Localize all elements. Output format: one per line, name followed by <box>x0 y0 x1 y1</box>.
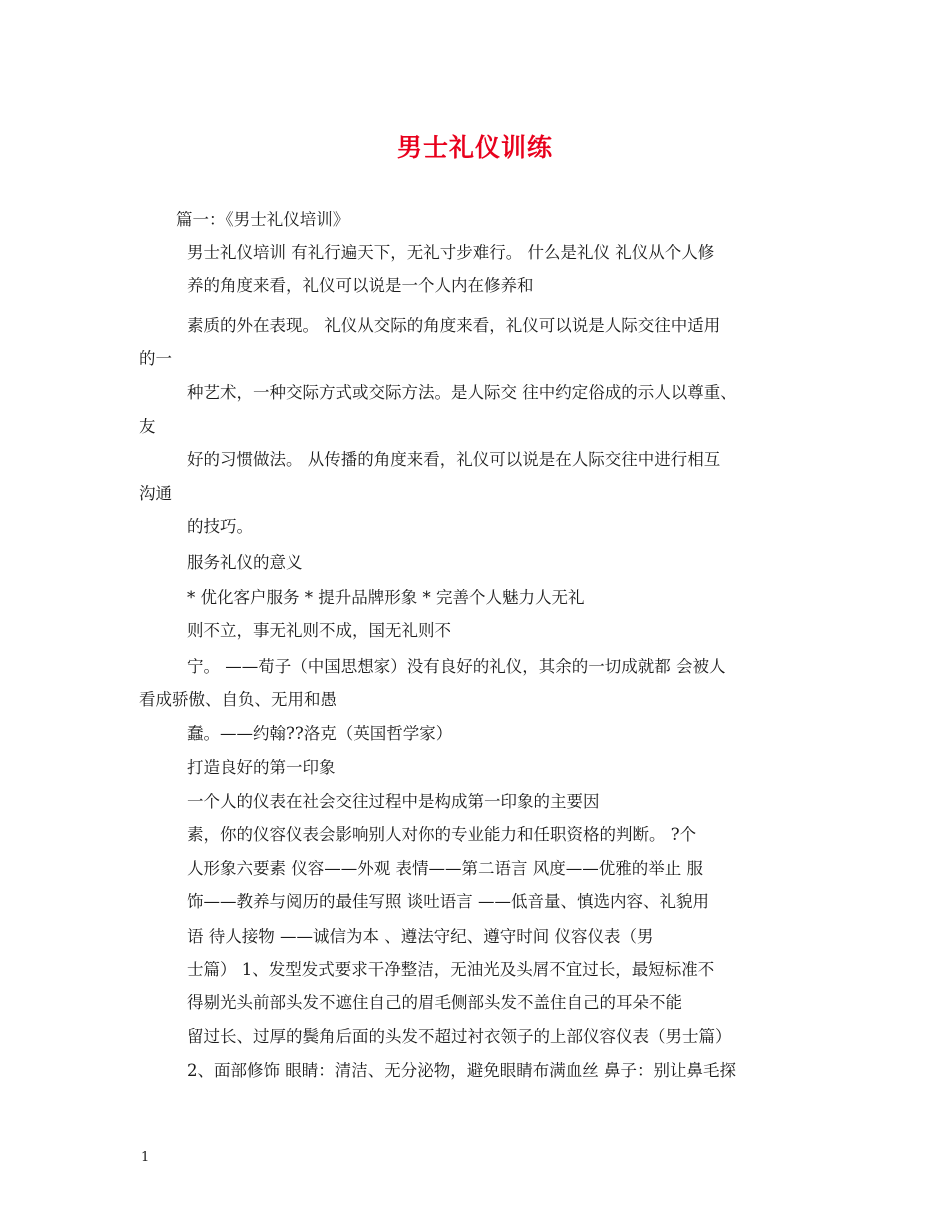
paragraph-line: 男士礼仪培训 有礼行遍天下，无礼寸步难行。 什么是礼仪 礼仪从个人修 <box>187 243 715 262</box>
document-title: 男士礼仪训练 <box>396 133 553 162</box>
paragraph-line: 素质的外在表现。 礼仪从交际的角度来看，礼仪可以说是人际交往中适用 <box>187 316 721 335</box>
paragraph-line: 打造良好的第一印象 <box>187 758 336 777</box>
paragraph-line: 的技巧。 <box>187 517 253 536</box>
paragraph-line: 留过长、过厚的鬓角后面的头发不超过衬衣领子的上部仪容仪表（男士篇） <box>187 1027 732 1046</box>
paragraph-line: 得剔光头前部头发不遮住自己的眉毛侧部头发不盖住自己的耳朵不能 <box>187 993 682 1012</box>
paragraph-line: 一个人的仪表在社会交往过程中是构成第一印象的主要因 <box>187 792 600 811</box>
paragraph-line: 士篇） 1、发型发式要求干净整洁，无油光及头屑不宜过长，最短标准不 <box>187 960 715 979</box>
paragraph-line: 语 待人接物 ——诚信为本 、遵法守纪、遵守时间 仪容仪表（男 <box>187 927 654 946</box>
paragraph-line: 的一 <box>139 349 172 368</box>
paragraph-line: 则不立，事无礼则不成，国无礼则不 <box>187 621 451 640</box>
paragraph-line: 服务礼仪的意义 <box>187 553 303 572</box>
paragraph-line: 素，你的仪容仪表会影响别人对你的专业能力和任职资格的判断。 ?个 <box>187 825 697 844</box>
paragraph-line: 饰——教养与阅历的最佳写照 谈吐语言 ——低音量、慎选内容、礼貌用 <box>187 892 709 911</box>
paragraph-line: 沟通 <box>139 484 172 503</box>
paragraph-line: * 优化客户服务 * 提升品牌形象 * 完善个人魅力人无礼 <box>187 588 585 607</box>
paragraph-line: 宁。 ——荀子（中国思想家）没有良好的礼仪，其余的一切成就都 会被人 <box>187 657 726 676</box>
paragraph-line: 2、面部修饰 眼睛：清洁、无分泌物，避免眼睛布满血丝 鼻子：别让鼻毛探 <box>187 1061 736 1080</box>
paragraph-line: 篇一：《男士礼仪培训》 <box>176 210 350 229</box>
paragraph-line: 种艺术，一种交际方式或交际方法。是人际交 往中约定俗成的示人以尊重、 <box>187 383 737 402</box>
page-number: 1 <box>141 1150 150 1165</box>
paragraph-line: 看成骄傲、自负、无用和愚 <box>139 690 337 709</box>
paragraph-line: 人形象六要素 仪容——外观 表情——第二语言 风度——优雅的举止 服 <box>187 859 703 878</box>
paragraph-line: 好的习惯做法。 从传播的角度来看，礼仪可以说是在人际交往中进行相互 <box>187 450 721 469</box>
paragraph-line: 蠢。——约翰??洛克（英国哲学家） <box>187 724 453 743</box>
paragraph-line: 养的角度来看，礼仪可以说是一个人内在修养和 <box>187 276 534 295</box>
paragraph-line: 友 <box>139 417 156 436</box>
